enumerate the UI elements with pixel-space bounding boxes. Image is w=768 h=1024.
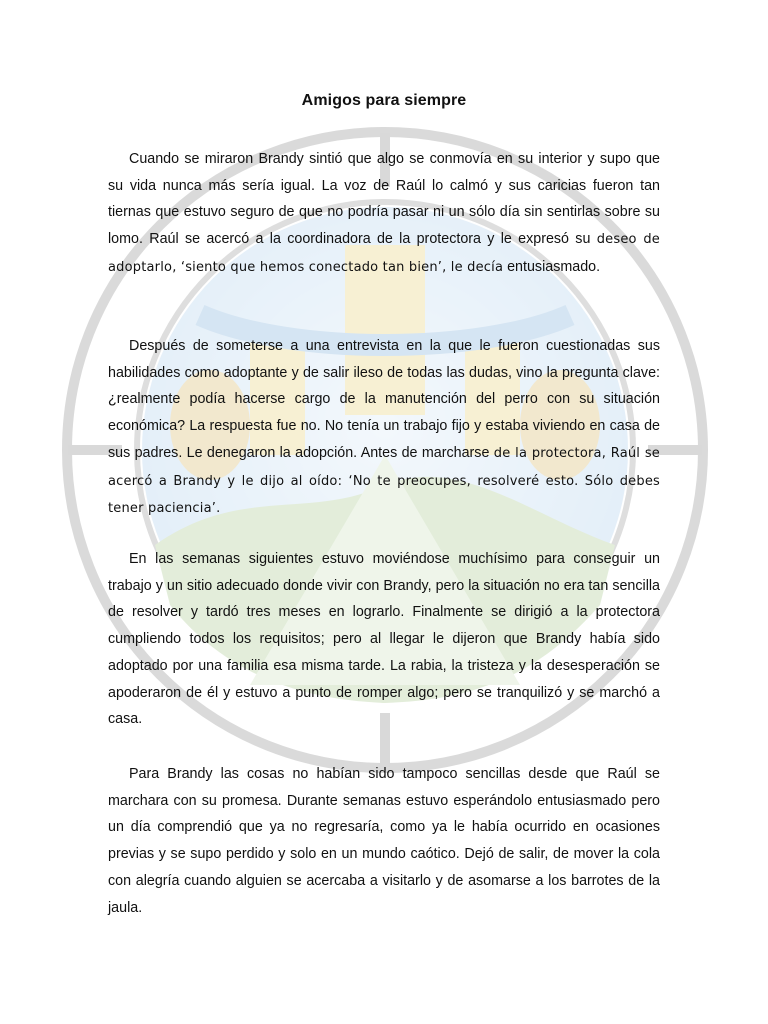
paragraph-1-tail: entusiasmado. — [503, 258, 601, 275]
paragraph-3 — [108, 546, 660, 733]
paragraph-2 — [108, 333, 660, 523]
paragraph-2-alt-text: de la protectora, Raúl se acercó a Brandy y le dijo al oído: ‘No te preocupes, resolveré esto. Sólo debes tener paciencia’. — [108, 445, 660, 517]
paragraph-2-text: Después de someterse a una entrevista en la que le fueron cuestionadas sus habilidades como adoptante y de salir ileso de todas las dudas, vino la pregunta clave: ¿realmente podía hacerse cargo de la manutención del perro con su situación económica? La respuesta fue no. No tenía un trabajo fijo y estaba viviendo en casa de sus padres. Le denegaron la adopción. Antes de marcharse — [108, 338, 660, 461]
paragraph-4-text: Para Brandy las cosas no habían sido tampoco sencillas desde que Raúl se marchara con su promesa. Durante semanas estuvo esperándolo entusiasmado pero un día comprendió que ya no regresaría, como ya le había ocurrido en ocasiones previas y se supo perdido y solo en un mundo caótico. Dejó de salir, de mover la cola con alegría cuando alguien se acercaba a visitarlo y de asomarse a los barrotes de la jaula. — [108, 766, 660, 916]
paragraph-4 — [108, 761, 660, 921]
paragraph-1-alt-text: deseo de adoptarlo, ‘siento que hemos conectado tan bien’, le decía — [108, 232, 660, 275]
paragraph-1 — [108, 146, 660, 282]
document-title: Amigos para siempre — [301, 92, 467, 109]
paragraph-3-text: En las semanas siguientes estuvo moviéndose muchísimo para conseguir un trabajo y un sitio adecuado donde vivir con Brandy, pero la situación no era tan sencilla de resolver y tardó tres meses en lograrlo. Finalmente se dirigió a la protectora cumpliendo todos los requisitos; pero al llegar le dijeron que Brandy había sido adoptado por una familia esa misma tarde. La rabia, la tristeza y la desesperación se apoderaron de él y estuvo a punto de romper algo; pero se tranquilizó y se marchó a casa. — [108, 551, 660, 728]
paragraph-1-text: Cuando se miraron Brandy sintió que algo se conmovía en su interior y supo que su vida nunca más sería igual. La voz de Raúl lo calmó y sus caricias fueron tan tiernas que estuvo seguro de que no podría pasar ni un sólo día sin sentirlas sobre su lomo. Raúl se acercó a la coordinadora de la protectora y le expresó su — [108, 151, 660, 248]
